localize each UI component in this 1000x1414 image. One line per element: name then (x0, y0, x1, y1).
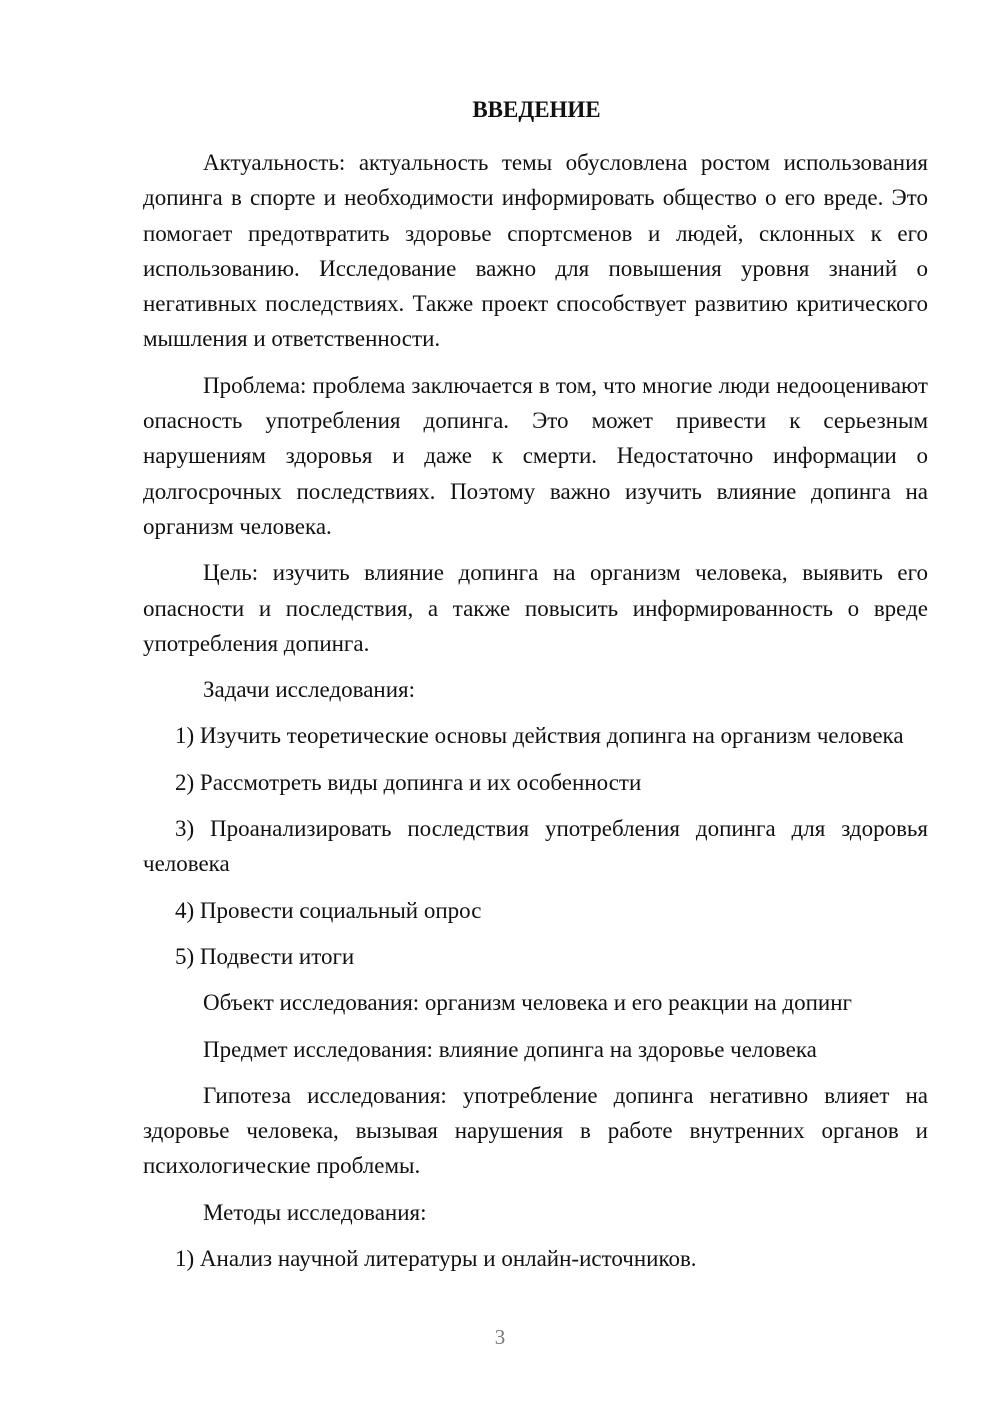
methods-label: Методы исследования: (203, 1199, 427, 1225)
method-item: 1) Анализ научной литературы и онлайн-источников. (175, 1246, 697, 1272)
goal-paragraph: Цель: изучить влияние допинга на организм человека, выявить его опасности и последствия, а также повысить информированность о вреде употребления допинга. (143, 560, 928, 656)
object-paragraph: Объект исследования: организм человека и его реакции на допинг (203, 990, 852, 1016)
task-item: 4) Провести социальный опрос (175, 897, 482, 923)
task-item: 5) Подвести итоги (175, 943, 355, 969)
problem-paragraph: Проблема: проблема заключается в том, что многие люди недооценивают опасность употребления допинга. Это может привести к серьезным нарушениям здоровья и даже к смерти. Недостаточно информации о долгосрочных последствиях. Поэтому важно изучить влияние допинга на организм человека. (143, 372, 928, 539)
task-item: 2) Рассмотреть виды допинга и их особенности (175, 769, 642, 795)
tasks-label: Задачи исследования: (203, 677, 416, 703)
page-number: 3 (494, 1325, 506, 1349)
task-item: 1) Изучить теоретические основы действия допинга на организм человека (175, 723, 904, 749)
page-content (143, 96, 928, 1287)
section-heading: ВВЕДЕНИЕ (472, 97, 601, 122)
hypothesis-paragraph: Гипотеза исследования: употребление допинга негативно влияет на здоровье человека, вызывая нарушения в работе внутренних органов и психологические проблемы. (143, 1082, 928, 1179)
subject-paragraph: Предмет исследования: влияние допинга на здоровье человека (203, 1036, 817, 1062)
relevance-paragraph: Актуальность: актуальность темы обусловлена ростом использования допинга в спорте и необходимости информировать общество о его вреде. Это помогает предотвратить здоровье спортсменов и людей, склонных к его использованию. Исследование важно для повышения уровня знаний о негативных последствиях. Также проект способствует развитию критического мышления и ответственности. (143, 150, 928, 352)
task-item: 3) Проанализировать последствия употребления допинга для здоровья человека (143, 816, 928, 877)
